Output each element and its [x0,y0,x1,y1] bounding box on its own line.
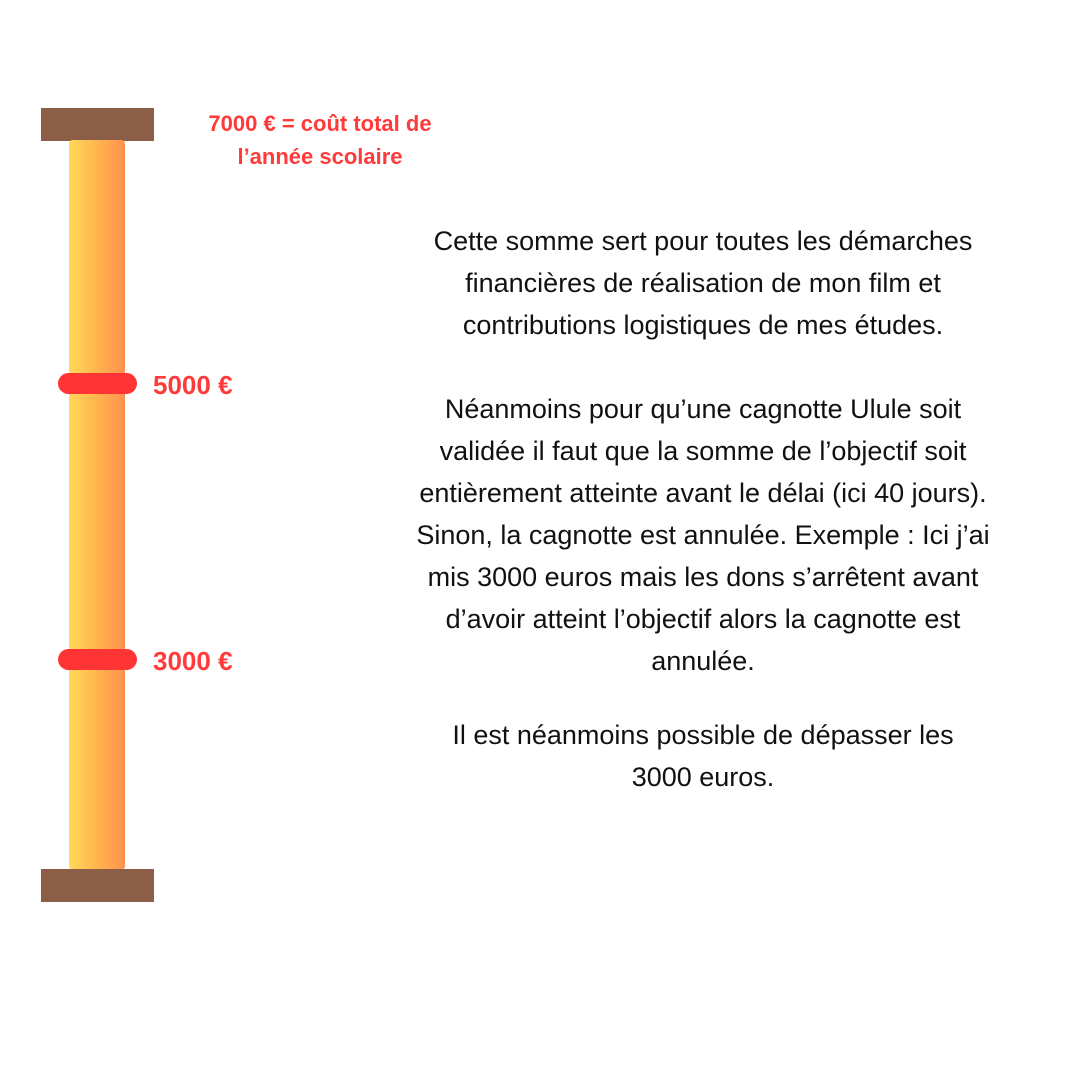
goal-label-line: 7000 € = coût total de [208,111,432,136]
text-line: financières de réalisation de mon film et [465,268,941,298]
goal-label [180,107,460,173]
paragraph-purpose [348,220,1058,346]
text-line: 3000 euros. [631,762,775,792]
text-line: d’avoir atteint l’objectif alors la cagnotte est [445,604,961,634]
text-line: Néanmoins pour qu’une cagnotte Ulule soit [444,394,962,424]
milestone-marker-3000 [58,649,137,670]
text-line: contributions logistiques de mes études. [462,310,944,340]
thermometer-top-cap [41,108,154,141]
text-line: annulée. [651,646,755,676]
goal-label-line: l’année scolaire [237,144,403,169]
explanation-text [348,220,1058,798]
paragraph-exceed [348,714,1058,798]
thermometer-bottom-cap [41,869,154,902]
milestone-marker-5000 [58,373,137,394]
text-line: entièrement atteinte avant le délai (ici 40 jours). [419,478,987,508]
text-line: mis 3000 euros mais les dons s’arrêtent avant [427,562,979,592]
text-line: Cette somme sert pour toutes les démarches [433,226,973,256]
text-line: validée il faut que la somme de l’objectif soit [439,436,967,466]
paragraph-conditions [348,388,1058,682]
text-line: Sinon, la cagnotte est annulée. Exemple : Ici j’ai [416,520,990,550]
thermometer-tube [69,140,125,870]
milestone-label-5000: 5000 € [153,370,233,400]
text-line: Il est néanmoins possible de dépasser les [452,720,954,750]
milestone-label-3000: 3000 € [153,646,233,676]
